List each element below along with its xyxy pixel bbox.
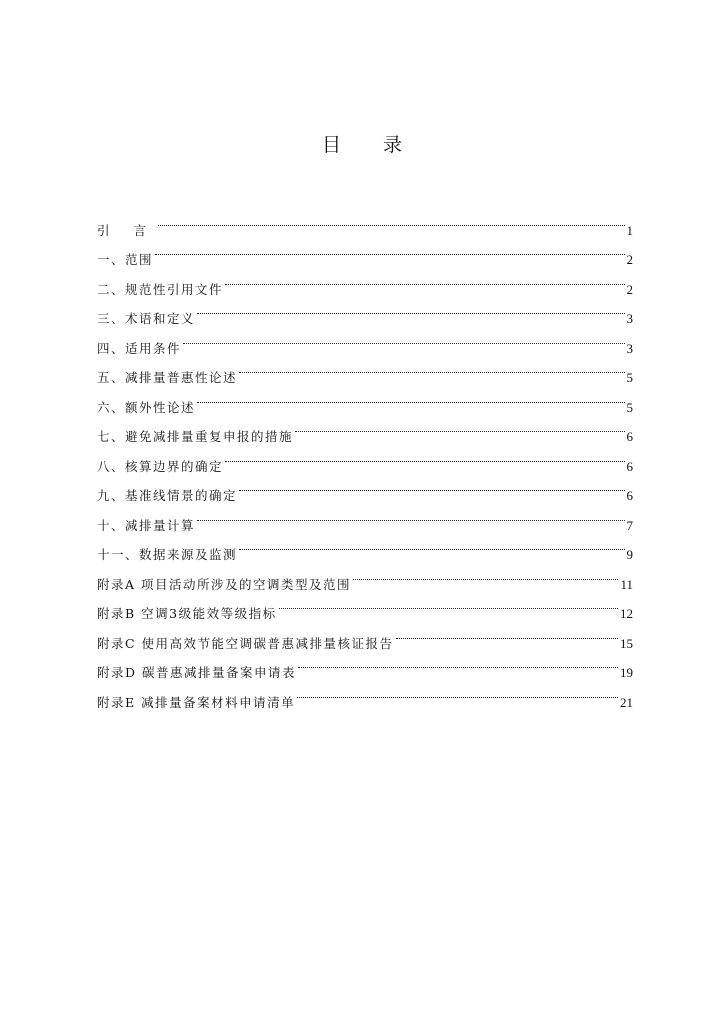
toc-page-number: 7: [626, 517, 633, 533]
toc-page-number: 6: [626, 488, 633, 503]
toc-dot-leader: [225, 441, 624, 471]
toc-dot-leader: [197, 382, 624, 412]
toc-entry-label: 七、避免减排量重复申报的措施: [97, 429, 294, 444]
toc-entry-label: 一、范围: [97, 252, 154, 267]
toc-entry-2[interactable]: [97, 264, 633, 297]
toc-entry-label: 十一、数据来源及监测: [97, 547, 238, 562]
toc-dot-leader: [239, 471, 624, 501]
toc-entry-label: 八、核算边界的确定: [97, 458, 224, 474]
toc-page-number: 2: [626, 281, 633, 297]
toc-entry-label: 附录D 碳普惠减排量备案申请表: [97, 665, 296, 680]
toc-dot-leader: [158, 205, 625, 235]
toc-page-number: 3: [626, 311, 633, 326]
toc-entry-label: 引 言: [97, 222, 156, 238]
toc-entry-label: 五、减排量普惠性论述: [97, 370, 238, 385]
toc-dot-leader: [197, 500, 624, 530]
toc-entry-label: 二、规范性引用文件: [97, 281, 224, 297]
table-of-contents: [97, 205, 633, 710]
toc-page-number: 11: [620, 576, 633, 592]
toc-entry-1[interactable]: [97, 235, 633, 265]
toc-page-number: 15: [620, 635, 633, 651]
toc-dot-leader: [353, 559, 618, 589]
toc-dot-leader: [298, 648, 618, 678]
toc-entry-label: 附录A 项目活动所涉及的空调类型及范围: [97, 576, 352, 592]
toc-page-number: 5: [626, 399, 633, 415]
toc-entry-label: 九、基准线情景的确定: [97, 488, 238, 503]
toc-page-number: 19: [620, 665, 633, 680]
toc-page-number: 6: [626, 429, 633, 444]
toc-entry-label: 附录B 空调3级能效等级指标: [97, 606, 277, 621]
toc-dot-leader: [183, 323, 624, 353]
toc-entry-label: 附录C 使用高效节能空调碳普惠减排量核证报告: [97, 635, 394, 651]
toc-dot-leader: [396, 618, 618, 648]
toc-page-number: 1: [626, 222, 633, 238]
toc-page-number: 2: [626, 252, 633, 267]
toc-title: 目 录: [321, 134, 421, 156]
toc-dot-leader: [197, 294, 624, 324]
toc-dot-leader: [225, 264, 624, 294]
toc-page-number: 21: [620, 694, 633, 710]
toc-dot-leader: [239, 530, 624, 560]
toc-page-number: 12: [620, 606, 633, 621]
toc-page-number: 9: [626, 547, 633, 562]
toc-entry-label: 十、减排量计算: [97, 517, 196, 533]
toc-entry-intro[interactable]: [97, 205, 633, 238]
toc-entry-label: 附录E 减排量备案材料申请清单: [97, 694, 296, 710]
toc-dot-leader: [295, 412, 624, 442]
toc-entry-label: 四、适用条件: [97, 340, 182, 356]
toc-dot-leader: [297, 677, 618, 707]
toc-dot-leader: [155, 235, 624, 265]
toc-page-number: 3: [626, 340, 633, 356]
toc-dot-leader: [279, 589, 618, 619]
toc-page-number: 6: [626, 458, 633, 474]
toc-entry-label: 六、额外性论述: [97, 399, 196, 415]
toc-dot-leader: [239, 353, 624, 383]
toc-entry-label: 三、术语和定义: [97, 311, 196, 326]
toc-page-number: 5: [626, 370, 633, 385]
